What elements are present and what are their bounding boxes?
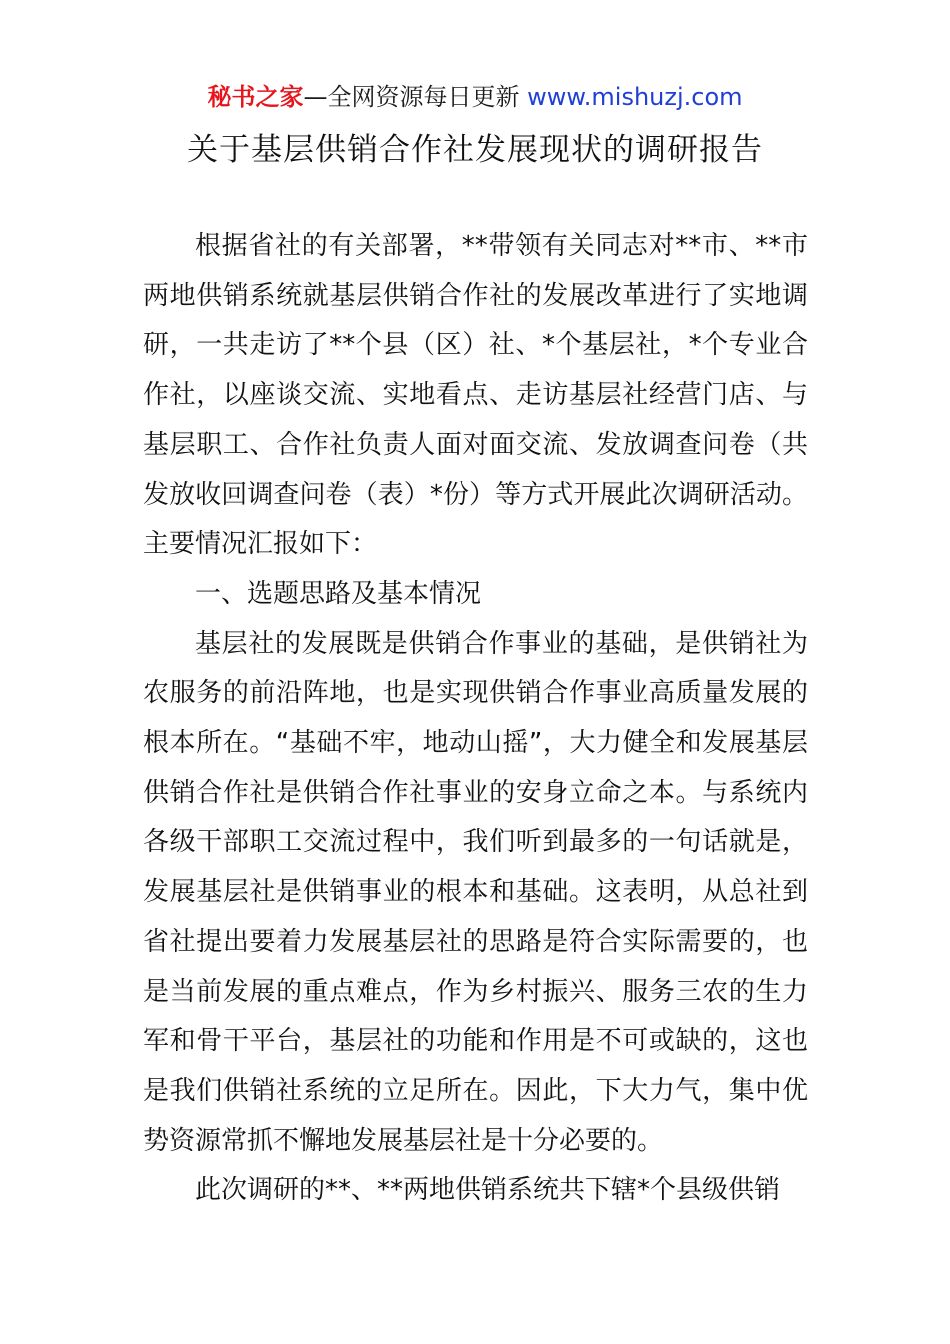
site-brand: 秘书之家 xyxy=(207,83,304,111)
site-header xyxy=(0,80,950,114)
document-body xyxy=(143,222,808,1216)
section-heading: 一、选题思路及基本情况 xyxy=(195,578,482,609)
body-paragraph: 基层社的发展既是供销合作事业的基础，是供销社为农服务的前沿阵地，也是实现供销合作事业高质量发展的根本所在。“基础不牢，地动山摇”，大力健全和发展基层供销合作社是供销合作社事业的安身立命之本。与系统内各级干部职工交流过程中，我们听到最多的一句话就是，发展基层社是供销事业的根本和基础。这表明，从总社到省社提出要着力发展基层社的思路是符合实际需要的，也是当前发展的重点难点，作为乡村振兴、服务三农的生力军和骨干平台，基层社的功能和作用是不可或缺的，这也是我们供销社系统的立足所在。因此，下大力气，集中优势资源常抓不懈地发展基层社是十分必要的。 xyxy=(143,628,808,1156)
site-url-link[interactable]: www.mishuzj.com xyxy=(527,83,743,111)
intro-paragraph: 根据省社的有关部署，**带领有关同志对**市、**市两地供销系统就基层供销合作社的发展改革进行了实地调研，一共走访了**个县（区）社、*个基层社，*个专业合作社，以座谈交流、实地看点、走访基层社经营门店、与基层职工、合作社负责人面对面交流、发放调查问卷（共发放收回调查问卷（表）*份）等方式开展此次调研活动。主要情况汇报如下： xyxy=(143,231,808,560)
document-title: 关于基层供销合作社发展现状的调研报告 xyxy=(187,132,763,168)
body-paragraph-continued: 此次调研的**、**两地供销系统共下辖*个县级供销 xyxy=(195,1175,781,1206)
site-tagline: —全网资源每日更新 xyxy=(303,83,520,111)
